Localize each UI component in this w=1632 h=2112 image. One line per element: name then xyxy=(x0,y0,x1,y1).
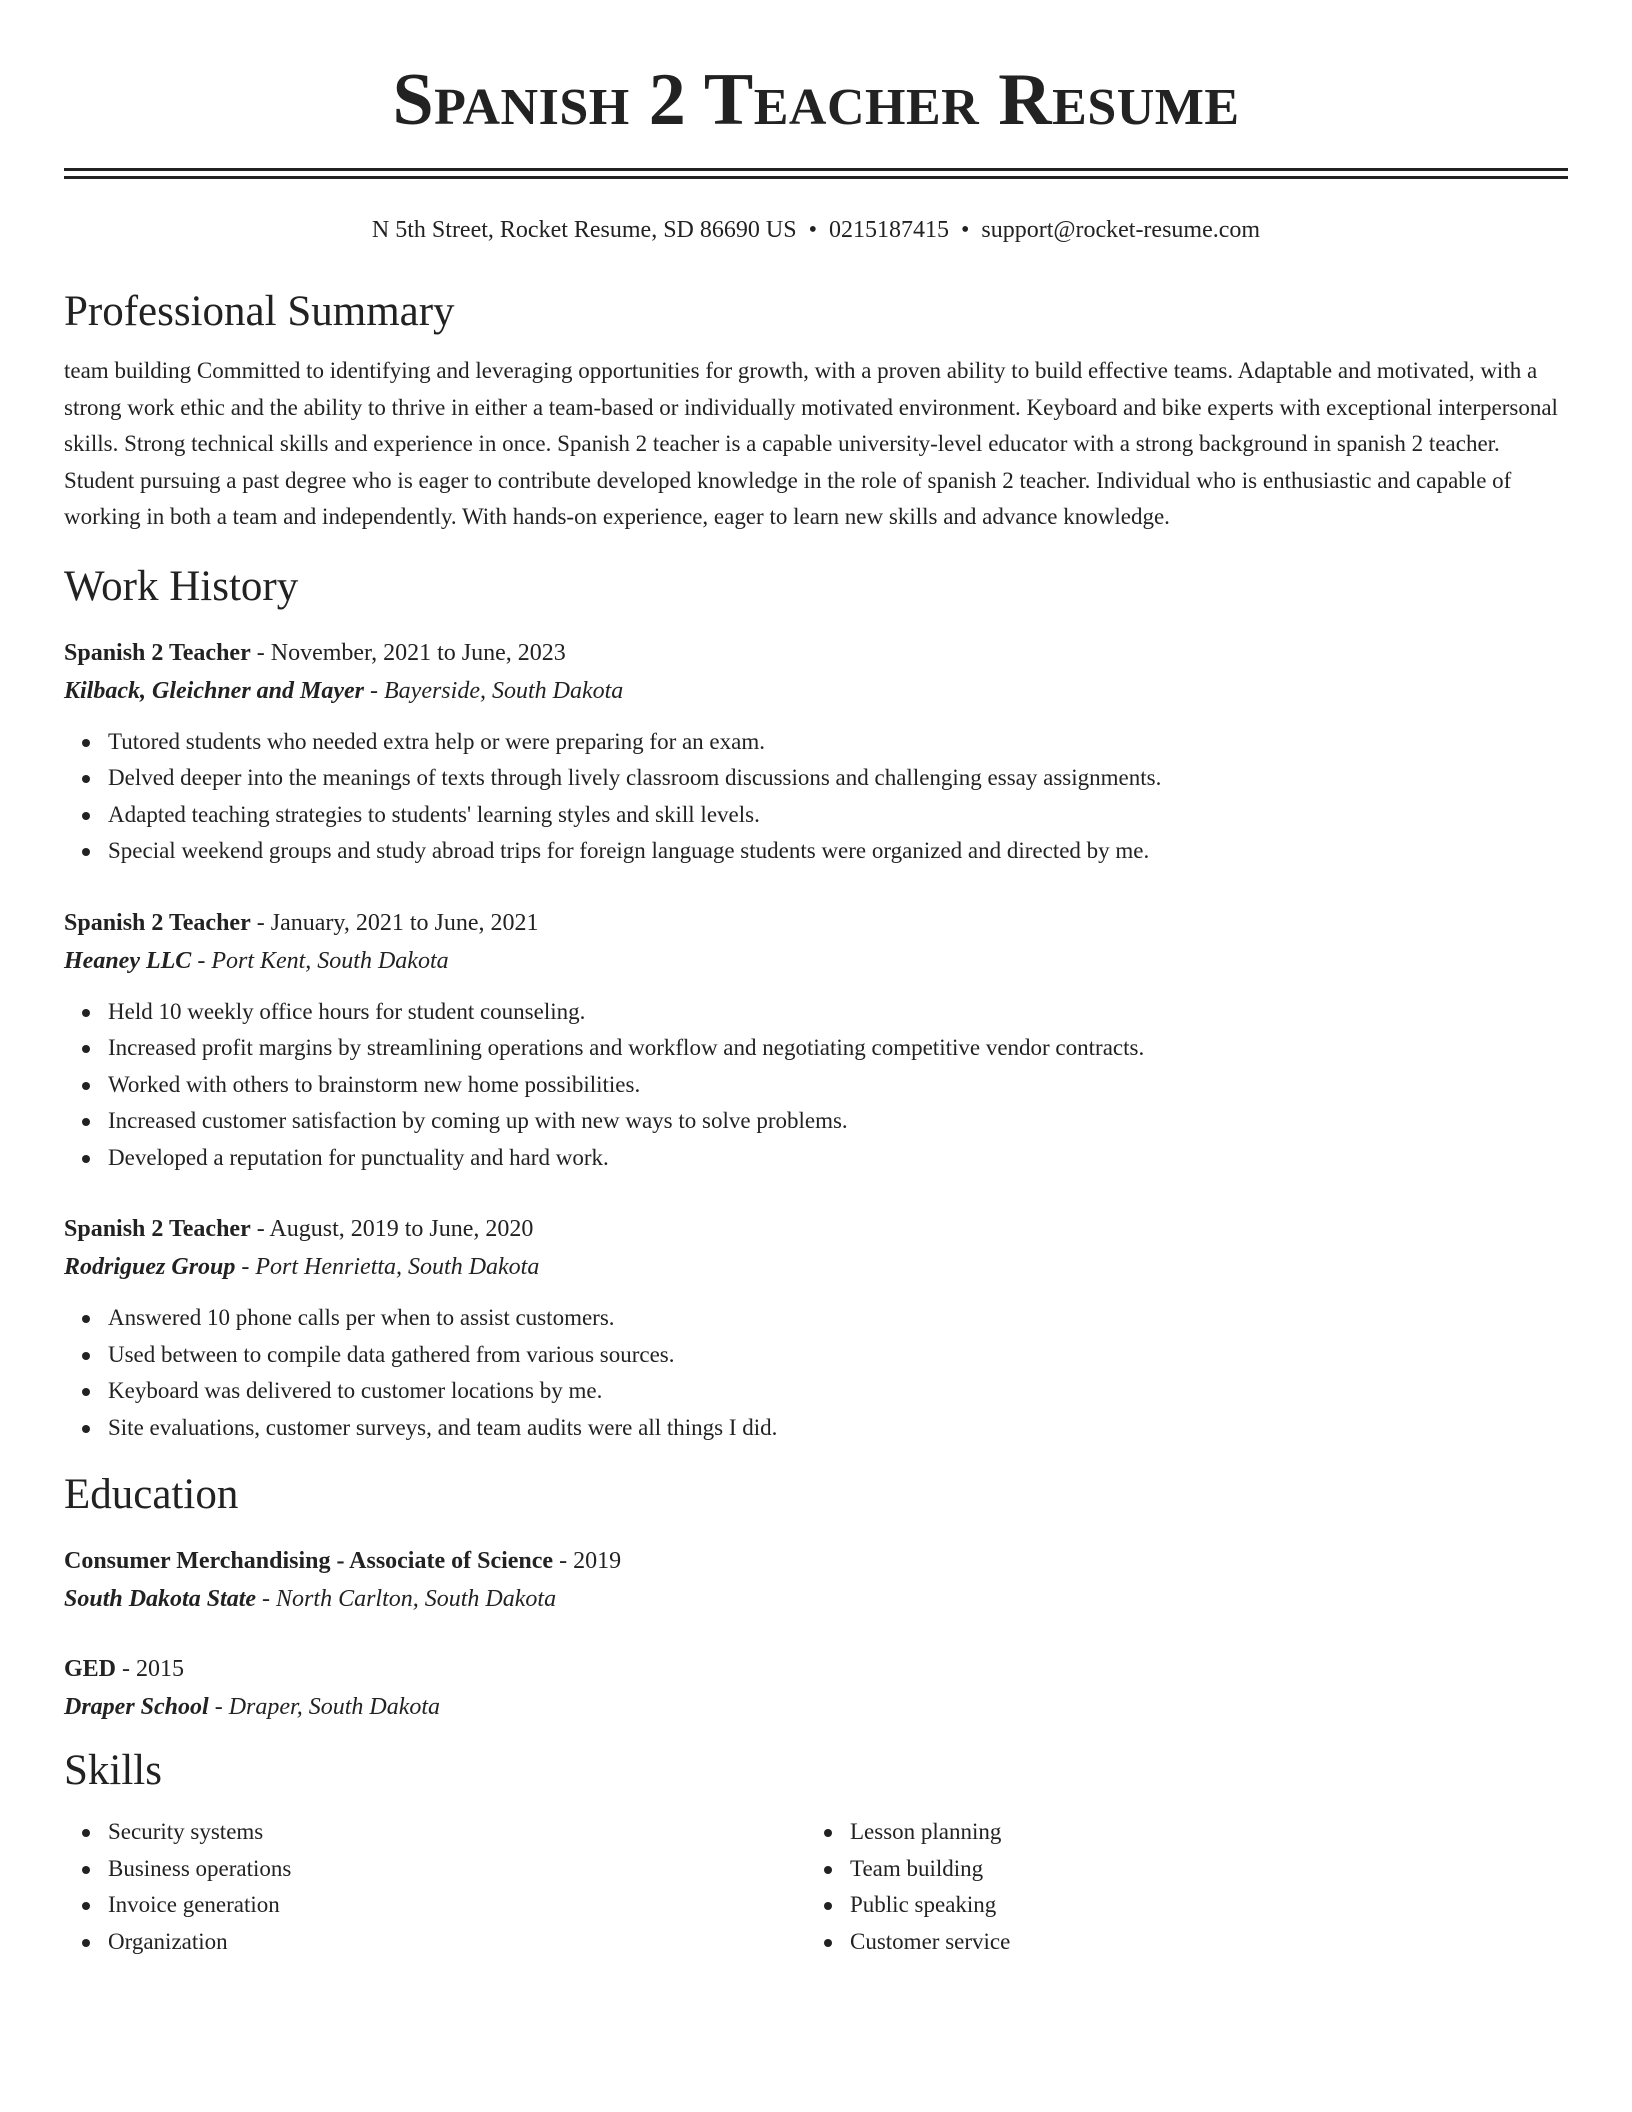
work-history-heading: Work History xyxy=(64,562,299,610)
education-degree: Consumer Merchandising - Associate of Science xyxy=(64,1548,554,1574)
list-item: Delved deeper into the meanings of texts through lively classroom discussions and challenging essay assignments. xyxy=(108,760,1568,797)
resume-title: Spanish 2 Teacher Resume xyxy=(392,59,1240,141)
job-company: Heaney LLC xyxy=(64,947,192,974)
dash: - xyxy=(250,909,271,936)
skills-list-right xyxy=(806,1814,1548,1960)
dash: - xyxy=(191,947,212,974)
job-dates: November, 2021 to June, 2023 xyxy=(270,639,566,666)
dash: - xyxy=(235,1254,256,1280)
job-company-line xyxy=(64,672,1568,710)
list-item: Tutored students who needed extra help or were preparing for an exam. xyxy=(108,724,1568,761)
education-heading: Education xyxy=(64,1471,239,1518)
list-item: Public speaking xyxy=(850,1887,1548,1924)
list-item: Invoice generation xyxy=(108,1887,806,1924)
contact-line xyxy=(64,215,1568,245)
education-location: North Carlton, South Dakota xyxy=(276,1586,557,1612)
job-dates: August, 2019 to June, 2020 xyxy=(269,1216,534,1242)
education-school-line xyxy=(64,1580,1568,1618)
education-entry xyxy=(64,1650,1568,1726)
list-item: Team building xyxy=(850,1851,1548,1888)
job-title-line xyxy=(64,1210,1568,1248)
dash: - xyxy=(116,1656,137,1682)
job-entry xyxy=(64,904,1568,1177)
education-degree-line xyxy=(64,1650,1568,1688)
list-item: Special weekend groups and study abroad trips for foreign language students were organized and directed by me. xyxy=(108,833,1568,870)
list-item: Site evaluations, customer surveys, and team audits were all things I did. xyxy=(108,1410,1568,1447)
list-item: Increased customer satisfaction by coming up with new ways to solve problems. xyxy=(108,1103,1568,1140)
contact-email: support@rocket-resume.com xyxy=(981,217,1261,243)
list-item: Held 10 weekly office hours for student counseling. xyxy=(108,994,1568,1031)
job-duties-list xyxy=(64,994,1568,1177)
job-duties-list xyxy=(64,1300,1568,1446)
education-degree-line xyxy=(64,1542,1568,1580)
job-company: Rodriguez Group xyxy=(64,1254,236,1280)
skills-list-left xyxy=(64,1814,806,1960)
job-role: Spanish 2 Teacher xyxy=(64,909,251,936)
summary-text: team building Committed to identifying and leveraging opportunities for growth, with a proven ability to build effective teams. Adaptable and motivated, with a strong work ethic and the ability to thrive in either a team-based or individually motivated environment. Keyboard and bike experts with exceptional interpersonal skills. Strong technical skills and experience in once. Spanish 2 teacher is a capable university-level educator with a strong background in spanish 2 teacher. Student pursuing a past degree who is eager to contribute developed knowledge in the role of spanish 2 teacher. Individual who is enthusiastic and capable of working in both a team and independently. With hands-on experience, eager to learn new skills and advance knowledge. xyxy=(64,358,1558,529)
list-item: Security systems xyxy=(108,1814,806,1851)
job-title-line xyxy=(64,904,1568,942)
job-role: Spanish 2 Teacher xyxy=(64,639,251,666)
list-item: Increased profit margins by streamlining operations and workflow and negotiating competitive vendor contracts. xyxy=(108,1030,1568,1067)
job-entry xyxy=(64,1210,1568,1446)
list-item: Used between to compile data gathered from various sources. xyxy=(108,1337,1568,1374)
dash: - xyxy=(208,1694,229,1720)
education-school: Draper School xyxy=(64,1694,209,1720)
job-role: Spanish 2 Teacher xyxy=(64,1216,251,1242)
list-item: Answered 10 phone calls per when to assist customers. xyxy=(108,1300,1568,1337)
education-entry xyxy=(64,1542,1568,1618)
dash: - xyxy=(250,1216,270,1242)
job-entry xyxy=(64,634,1568,870)
skills-columns xyxy=(64,1814,1568,1960)
contact-separator: • xyxy=(960,217,970,243)
job-location: Bayerside, South Dakota xyxy=(384,677,624,704)
job-company: Kilback, Gleichner and Mayer xyxy=(64,677,364,704)
job-location: Port Kent, South Dakota xyxy=(211,947,449,974)
education-school: South Dakota State xyxy=(64,1586,257,1612)
education-location: Draper, South Dakota xyxy=(228,1694,441,1720)
list-item: Customer service xyxy=(850,1924,1548,1961)
job-title-line xyxy=(64,634,1568,672)
list-item: Business operations xyxy=(108,1851,806,1888)
list-item: Developed a reputation for punctuality and hard work. xyxy=(108,1140,1568,1177)
dash: - xyxy=(364,677,384,704)
dash: - xyxy=(250,639,271,666)
job-company-line xyxy=(64,1248,1568,1286)
job-company-line xyxy=(64,942,1568,980)
list-item: Worked with others to brainstorm new home possibilities. xyxy=(108,1067,1568,1104)
skills-heading: Skills xyxy=(64,1747,162,1794)
education-year: 2019 xyxy=(573,1548,622,1574)
list-item: Lesson planning xyxy=(850,1814,1548,1851)
dash: - xyxy=(256,1586,277,1612)
summary-heading: Professional Summary xyxy=(64,288,455,335)
job-dates: January, 2021 to June, 2021 xyxy=(270,909,539,936)
list-item: Adapted teaching strategies to students' learning styles and skill levels. xyxy=(108,797,1568,834)
job-location: Port Henrietta, South Dakota xyxy=(255,1254,540,1280)
education-degree: GED xyxy=(64,1656,117,1682)
list-item: Organization xyxy=(108,1924,806,1961)
contact-address: N 5th Street, Rocket Resume, SD 86690 US xyxy=(371,217,797,243)
job-duties-list xyxy=(64,724,1568,870)
contact-separator: • xyxy=(808,217,817,243)
list-item: Keyboard was delivered to customer locations by me. xyxy=(108,1373,1568,1410)
title-divider xyxy=(64,168,1568,179)
contact-phone: 0215187415 xyxy=(828,217,949,243)
education-school-line xyxy=(64,1688,1568,1726)
dash: - xyxy=(553,1548,574,1574)
education-year: 2015 xyxy=(136,1656,185,1682)
